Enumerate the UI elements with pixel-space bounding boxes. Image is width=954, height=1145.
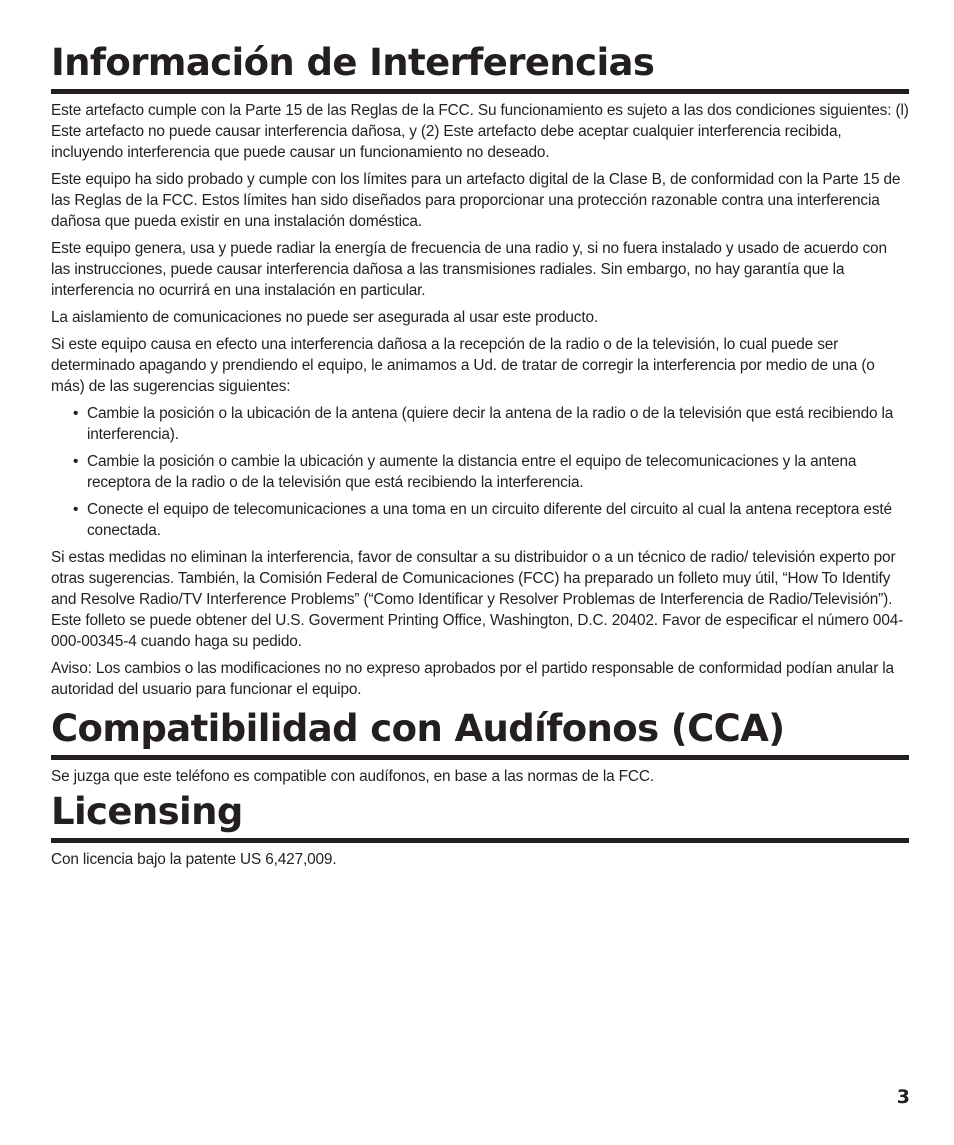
list-item xyxy=(73,451,909,493)
paragraph: Aviso: Los cambios o las modificaciones no no expreso aprobados por el partido responsable de conformidad podían anular la autoridad del usuario para funcionar el equipo. xyxy=(51,659,894,698)
section-title-interference: Información de Interferencias xyxy=(51,44,909,94)
bullet-icon: • xyxy=(73,500,79,518)
paragraph: Este equipo genera, usa y puede radiar la energía de frecuencia de una radio y, si no fuera instalado y usado de acuerdo con las instrucciones, puede causar interferencia dañosa a las transmisiones radiales. Sin embargo, no hay garantía que la interferencia no ocurrirá en una instalación en particular. xyxy=(51,239,887,299)
paragraph: Este artefacto cumple con la Parte 15 de las Reglas de la FCC. Su funcionamiento es sujeto a las dos condiciones siguientes: (l) Este artefacto no puede causar interferencia dañosa, y (2) Este artefacto debe aceptar cualquier interferencia recibida, incluyendo interferencia que puede causar un funcionamiento no deseado. xyxy=(51,101,909,161)
list-item xyxy=(73,499,909,541)
section-title-hearing-aid: Compatibilidad con Audífonos (CCA) xyxy=(51,710,909,760)
bullet-icon: • xyxy=(73,404,79,422)
paragraph: Si estas medidas no eliminan la interferencia, favor de consultar a su distribuidor o a un técnico de radio/ televisión experto por otras sugerencias. También, la Comisión Federal de Comunicaciones (FCC) ha preparado un folleto muy útil, “How To Identify and Resolve Radio/TV Interference Problems” (“Como Identificar y Resolver Problemas de Interferencia de Radio/Televisión”). Este folleto se puede obtener del U.S. Goverment Printing Office, Washington, D.C. 20402. Favor de especificar el número 004-000-00345-4 cuando haga su pedido. xyxy=(51,548,904,650)
paragraph: Se juzga que este teléfono es compatible con audífonos, en base a las normas de la FCC. xyxy=(51,767,654,785)
list-item xyxy=(73,403,909,445)
page-number: 3 xyxy=(896,1086,910,1108)
document-page xyxy=(51,41,909,876)
paragraph: Con licencia bajo la patente US 6,427,009. xyxy=(51,850,337,868)
list-item-text: Cambie la posición o cambie la ubicación y aumente la distancia entre el equipo de telecomunicaciones y la antena receptora de la radio o de la televisión que está recibiendo la interferencia. xyxy=(87,452,857,491)
list-item-text: Conecte el equipo de telecomunicaciones a una toma en un circuito diferente del circuito al cual la antena receptora esté conectada. xyxy=(87,500,892,539)
section-body-interference xyxy=(51,100,909,700)
paragraph: La aislamiento de comunicaciones no puede ser asegurada al usar este producto. xyxy=(51,308,598,326)
section-body-licensing xyxy=(51,849,909,870)
bullet-icon: • xyxy=(73,452,79,470)
suggestion-list xyxy=(51,403,909,541)
section-title-licensing: Licensing xyxy=(51,793,909,843)
paragraph: Este equipo ha sido probado y cumple con los límites para un artefacto digital de la Clase B, de conformidad con la Parte 15 de las Reglas de la FCC. Estos límites han sido diseñados para proporcionar una protección razonable contra una interferencia dañosa que pueda existir en una instalación doméstica. xyxy=(51,170,901,230)
paragraph: Si este equipo causa en efecto una interferencia dañosa a la recepción de la radio o de la televisión, lo cual puede ser determinado apagando y prendiendo el equipo, le animamos a Ud. de tratar de corregir la interferencia por medio de una (o más) de las sugerencias siguientes: xyxy=(51,335,875,395)
section-body-hearing-aid xyxy=(51,766,909,787)
list-item-text: Cambie la posición o la ubicación de la antena (quiere decir la antena de la radio o de la televisión que está recibiendo la interferencia). xyxy=(87,404,894,443)
